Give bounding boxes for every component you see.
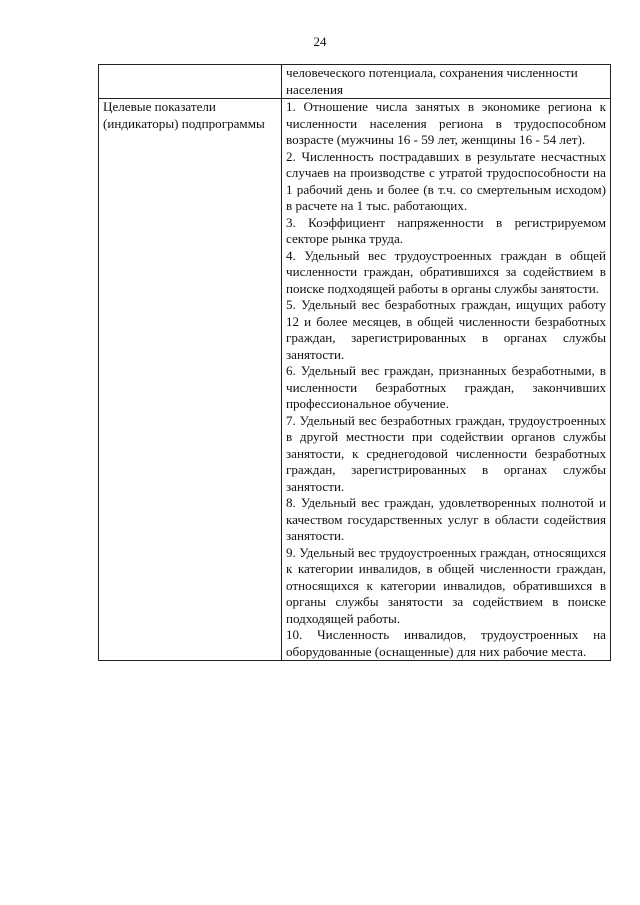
indicator-item-10: 10. Численность инвалидов, трудоустроенных на оборудованные (оснащенные) для них рабочие места. <box>286 627 606 659</box>
indicator-item-7: 7. Удельный вес безработных граждан, трудоустроенных в другой местности при содействии органов службы занятости, к среднегодовой численности безработных граждан, зарегистрированных в органах службы занятости. <box>286 412 606 494</box>
indicator-item-9: 9. Удельный вес трудоустроенных граждан, относящихся к категории инвалидов, в общей численности граждан, относящихся к категории инвалидов, обратившихся в органы службы занятости за содействием в поиске подходящей работы. <box>286 544 606 626</box>
table-row <box>99 99 611 661</box>
indicators-list-cell <box>282 99 611 661</box>
indicator-item-8: 8. Удельный вес граждан, удовлетворенных полнотой и качеством государственных услуг в области содействия занятости. <box>286 495 606 543</box>
row1-right-cell: человеческого потенциала, сохранения численности населения <box>282 65 611 99</box>
row1-left-cell <box>99 65 282 99</box>
indicators-heading-cell: Целевые показатели (индикаторы) подпрограммы <box>99 99 282 661</box>
indicators-table <box>98 64 611 661</box>
table-row <box>99 65 611 99</box>
indicator-item-1: 1. Отношение числа занятых в экономике региона к численности населения региона в трудоспособном возрасте (мужчины 16 - 59 лет, женщины 16 - 54 лет). <box>286 99 606 147</box>
indicator-item-2: 2. Численность пострадавших в результате несчастных случаев на производстве с утратой трудоспособности на 1 рабочий день и более (в т.ч. со смертельным исходом) в расчете на 1 тыс. работающих. <box>286 148 606 213</box>
indicator-item-3: 3. Коэффициент напряженности в регистрируемом секторе рынка труда. <box>286 214 606 246</box>
indicator-item-4: 4. Удельный вес трудоустроенных граждан в общей численности граждан, обратившихся за содействием в поиске подходящей работы в органы службы занятости. <box>286 247 606 296</box>
indicator-item-6: 6. Удельный вес граждан, признанных безработными, в численности безработных граждан, закончивших профессиональное обучение. <box>286 363 606 411</box>
page-number: 24 <box>313 34 327 49</box>
indicator-item-5: 5. Удельный вес безработных граждан, ищущих работу 12 и более месяцев, в общей численности безработных граждан, зарегистрированных в органах службы занятости. <box>286 297 606 362</box>
